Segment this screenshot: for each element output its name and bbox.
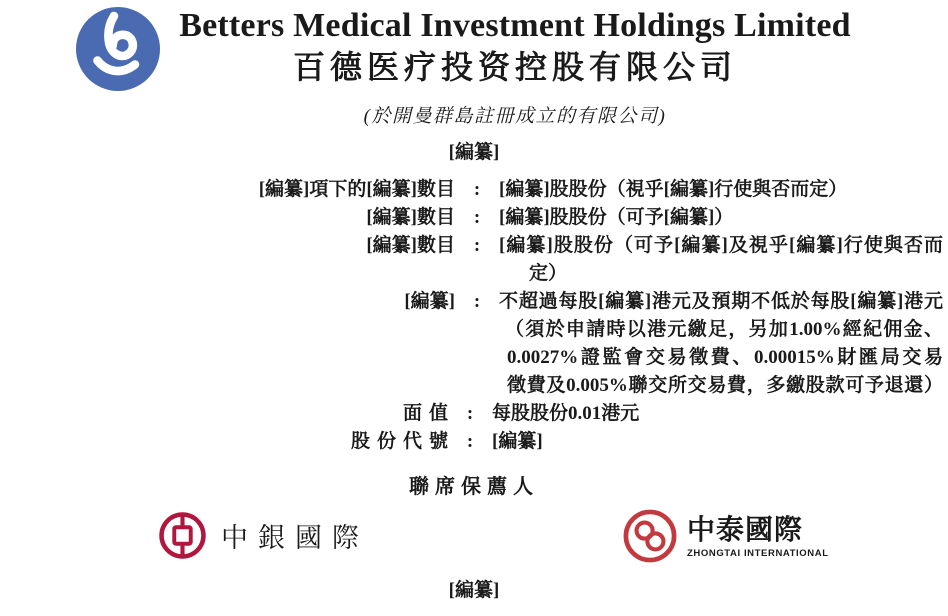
detail-row [0,400,948,428]
detail-row-value [499,288,943,400]
sponsor-zhongtai-text [687,514,829,559]
sponsor-zhongtai-international [622,508,829,564]
detail-row [0,428,948,456]
detail-row-colon: : [473,235,481,256]
detail-row [0,176,948,204]
detail-row-label: [編纂] [404,291,455,312]
detail-value-line: [編纂]股股份（可予[編纂]及視乎[編纂]行使與否而 [499,235,943,256]
title-block [0,6,948,128]
detail-value-line: [編纂] [492,431,543,452]
boc-international-logo-icon [158,511,207,560]
detail-row-colon: : [466,431,474,452]
detail-row [0,232,948,288]
detail-row-colon: : [473,207,481,228]
detail-row-colon: : [466,403,474,424]
detail-value-line: 徵費及0.005%聯交所交易費，多繳股款可予退還） [507,375,943,396]
detail-value-line: 每股股份0.01港元 [492,403,640,424]
company-name-en: Betters Medical Investment Holdings Limited [179,7,851,44]
sponsor-boc-name: 中銀國際 [221,523,369,553]
detail-value-line: 0.0027%證監會交易徵費、0.00015%財匯局交易 [507,347,943,368]
joint-sponsors-heading: 聯席保薦人 [409,476,539,498]
detail-value-line: （須於申請時以港元繳足，另加1.00%經紀佣金、 [505,319,943,340]
detail-value-line: 不超過每股[編纂]港元及預期不低於每股[編纂]港元 [499,291,943,312]
sponsor-zhongtai-name-en: ZHONGTAI INTERNATIONAL [687,547,829,559]
detail-row [0,288,948,400]
offering-details [0,176,948,456]
detail-row [0,204,948,232]
detail-value-line: [編纂]股股份（可予[編纂]） [499,207,734,228]
detail-value-line: [編纂]股股份（視乎[編纂]行使與否而定） [499,179,848,200]
detail-row-value [499,176,943,204]
sponsor-boc-international [158,511,369,560]
detail-row-value [499,204,943,232]
detail-row-label: [編纂]數目 [366,235,455,256]
redacted-heading: [編纂] [448,142,500,163]
redacted-footer: [編纂] [448,580,500,601]
sponsor-zhongtai-name-zh: 中泰國際 [687,513,804,545]
detail-row-label: [編纂]項下的[編纂]數目 [258,179,455,200]
detail-row-colon: : [473,291,481,312]
detail-row-value [492,428,936,456]
detail-row-value [499,232,943,288]
company-name-zh: 百德医疗投资控股有限公司 [292,49,737,85]
detail-row-colon: : [473,179,481,200]
detail-row-label: 股份代號 [350,431,455,452]
detail-row-label: [編纂]數目 [366,207,455,228]
zhongtai-logo-icon [622,508,678,564]
detail-row-label: 面值 [402,403,455,424]
incorporation-note: (於開曼群島註冊成立的有限公司) [363,106,667,127]
detail-row-value [492,400,936,428]
detail-value-line: 定） [529,263,568,284]
